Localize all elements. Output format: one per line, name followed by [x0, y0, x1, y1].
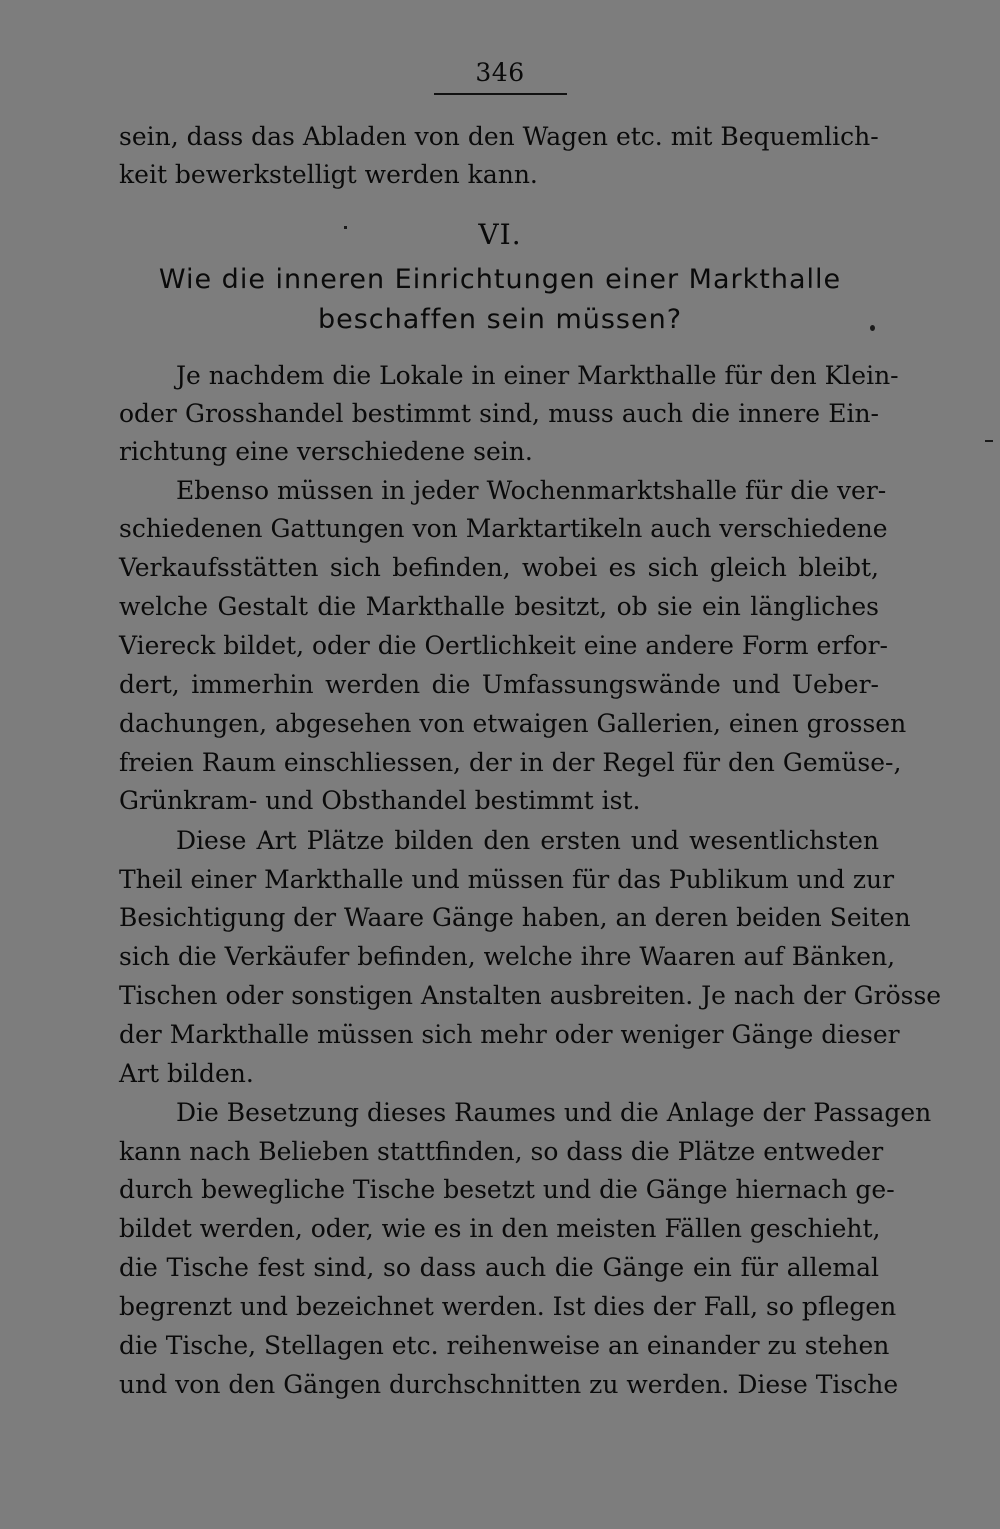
text-line: bildet werden, oder, wie es in den meisten Fällen geschieht,	[119, 1214, 881, 1243]
text-line: Diese Art Plätze bilden den ersten und wesentlichsten	[176, 826, 879, 855]
text-line: Je nachdem die Lokale in einer Markthalle für den Klein-	[176, 361, 899, 390]
text-line: sein, dass das Abladen von den Wagen etc. mit Bequemlich-	[119, 122, 879, 151]
text-line: sich die Verkäufer befinden, welche ihre Waaren auf Bänken,	[119, 942, 896, 971]
text-line: keit bewerkstelligt werden kann.	[119, 160, 538, 189]
print-speck	[870, 325, 875, 331]
text-line: Besichtigung der Waare Gänge haben, an deren beiden Seiten	[119, 903, 911, 932]
text-line: welche Gestalt die Markthalle besitzt, ob sie ein längliches	[119, 592, 879, 621]
print-speck	[985, 440, 993, 442]
text-line: Viereck bildet, oder die Oertlichkeit eine andere Form erfor-	[119, 631, 888, 660]
print-speck	[344, 226, 347, 229]
text-line: dachungen, abgesehen von etwaigen Gallerien, einen grossen	[119, 709, 907, 738]
text-line: die Tische fest sind, so dass auch die Gänge ein für allemal	[119, 1253, 879, 1282]
text-line: Verkaufsstätten sich befinden, wobei es sich gleich bleibt,	[119, 553, 879, 582]
text-line: Art bilden.	[119, 1059, 254, 1088]
text-line: Ebenso müssen in jeder Wochenmarktshalle für die ver-	[176, 476, 887, 505]
text-line: der Markthalle müssen sich mehr oder weniger Gänge dieser	[119, 1020, 900, 1049]
text-line: begrenzt und bezeichnet werden. Ist dies der Fall, so pflegen	[119, 1292, 897, 1321]
text-line: richtung eine verschiedene sein.	[119, 437, 533, 466]
section-numeral: VI.	[478, 218, 522, 251]
page-number-rule	[434, 93, 567, 95]
text-line: kann nach Belieben stattfinden, so dass die Plätze entweder	[119, 1137, 884, 1166]
text-line: freien Raum einschliessen, der in der Regel für den Gemüse-,	[119, 748, 902, 777]
text-line: die Tische, Stellagen etc. reihenweise an einander zu stehen	[119, 1331, 890, 1360]
text-line: Tischen oder sonstigen Anstalten ausbreiten. Je nach der Grösse	[119, 981, 942, 1010]
text-line: Die Besetzung dieses Raumes und die Anlage der Passagen	[176, 1098, 932, 1127]
text-line: Theil einer Markthalle und müssen für das Publikum und zur	[119, 865, 895, 894]
section-heading-line-1: Wie die inneren Einrichtungen einer Markthalle	[158, 264, 842, 295]
section-heading-line-2: beschaffen sein müssen?	[317, 304, 683, 335]
text-line: und von den Gängen durchschnitten zu werden. Diese Tische	[119, 1370, 899, 1399]
page-number: 346	[475, 58, 525, 87]
text-line: Grünkram- und Obsthandel bestimmt ist.	[119, 786, 641, 815]
text-line: durch bewegliche Tische besetzt und die Gänge hiernach ge-	[119, 1175, 895, 1204]
text-line: dert, immerhin werden die Umfassungswände und Ueber-	[119, 670, 879, 699]
text-line: schiedenen Gattungen von Marktartikeln auch verschiedene	[119, 514, 888, 543]
text-line: oder Grosshandel bestimmt sind, muss auch die innere Ein-	[119, 399, 879, 428]
